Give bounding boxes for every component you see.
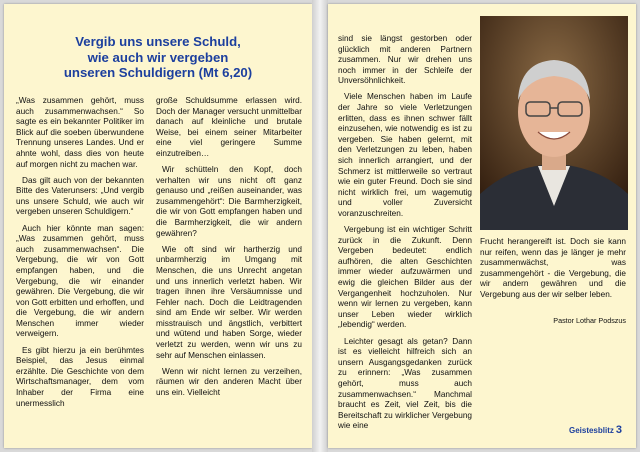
paragraph: Frucht herangereift ist. Doch sie kann nur reifen, wenn das je länger je mehr zusammenwächst, was zusammengehört - die Vergebung, die wir andern gewähren und die Vergebung aus der wir selber leben.	[480, 237, 626, 299]
page-number: 3	[615, 424, 622, 436]
paragraph: „Was zusammen gehört, muss auch zusammenwachsen.“ So sagte es ein bekannter Politiker im Blick auf die soeben überwundene Trennung unseres Landes. Und er ahnte wohl, dass dies von heute auf morgen nicht zu machen war.	[16, 96, 144, 169]
right-column-2	[480, 237, 626, 306]
portrait-photo-icon	[480, 16, 628, 230]
paragraph: Leichter gesagt als getan? Dann ist es vielleicht hilfreich sich an unsern Ausgangsgedanken zurück zu erinnern: „Was zusammen gehört, muss auch zusammenwachsen.“ Manchmal braucht es Zeit, viel Zeit, bis die Bereitschaft zu wirklicher Vergebung wie eine	[338, 336, 472, 431]
paragraph: Wie oft sind wir hartherzig und unbarmherzig im Umgang mit Menschen, die uns Unrecht angetan und uns innerlich verletzt haben. Wir tragen ihnen ihre Versäumnisse und Fehler nach. Doch die Leidtragenden sind am Ende wir selber. Wir werden misstrauisch und ängstlich, verbittert und wütend und haben Sorge, wieder verletzt zu werden, wenn wir uns zu sehr auf Menschen einlassen.	[156, 244, 302, 360]
paragraph: Wenn wir nicht lernen zu verzeihen, räumen wir den anderen Macht über uns ein. Vielleicht	[156, 366, 302, 397]
article-title	[14, 34, 302, 81]
page-footer	[569, 424, 622, 436]
paragraph: sind sie längst gestorben oder glücklich mit anderen Partnern zusammen. Nur wir drehen uns noch immer in der Schleife der Unversöhnlichkeit.	[338, 34, 472, 86]
paragraph: große Schuldsumme erlassen wird. Doch der Manager versucht unmittelbar danach auf kleinliche und brutale Weise, bei einem seiner Mitarbeiter eine viel geringere Summe einzutreiben…	[156, 96, 302, 158]
right-column-1	[338, 34, 472, 437]
title-line-2: wie auch wir vergeben	[87, 49, 229, 65]
left-page	[4, 4, 312, 448]
paragraph: Wir schütteln den Kopf, doch verhalten wir uns nicht oft ganz genauso und „reißen auseinander, was zusammengehört“: Die Barmherzigkeit, die wir von Gott empfangen haben und die Barmherzigkeit, die wir andern gewähren?	[156, 165, 302, 238]
book-spine	[312, 0, 328, 452]
paragraph: Es gibt hierzu ja ein berühmtes Beispiel, das Jesus einmal erzählte. Die Geschichte von dem Wirtschaftsmanager, dem vom Inhaber der Firma eine unermesslich	[16, 345, 144, 408]
paragraph: Das gilt auch von der bekannten Bitte des Vaterunsers: „Und vergib uns unsere Schuld, wie auch wir vergeben unseren Schuldigern.“	[16, 175, 144, 217]
left-column-2	[156, 96, 302, 404]
author-signature: Pastor Lothar Podszus	[553, 316, 626, 325]
title-line-1: Vergib uns unsere Schuld,	[75, 34, 241, 49]
paragraph: Auch hier könnte man sagen: „Was zusammen gehört, muss auch zusammenwachsen“. Die Vergebung, die wir von Gott empfangen haben, und die Vergebung, die wir einander gewähren. Die Vergebung, die wir von Gott erbitten und erhoffen, und die Vergebung, die wir andern Menschen immer wieder verweigern.	[16, 223, 144, 339]
paragraph: Viele Menschen haben im Laufe der Jahre so viele Verletzungen erlitten, dass es ihnen schwer fällt einzusehen, wie notwendig es ist zu vergeben. Sie haben gelernt, mit den Verletzungen zu leben, haben sich innerlich arrangiert, und der Schmerz ist mittlerweile so vertraut wie ein guter Freund. Doch sie sind nicht wirklich frei, um wagemutig und voller Zuversicht voranzuschreiten.	[338, 92, 472, 218]
title-line-3: unseren Schuldigern (Mt 6,20)	[63, 65, 253, 80]
right-page	[328, 4, 636, 448]
portrait-photo	[480, 16, 628, 230]
left-column-1	[16, 96, 144, 415]
magazine-name: Geistesblitz	[568, 426, 614, 435]
paragraph: Vergebung ist ein wichtiger Schritt zurück in die Zukunft. Denn Vergeben bedeutet: endlich aufhören, die alten Geschichten immer wieder aufzuwärmen und ewig die gleichen Bilder aus der Vergangenheit hochzuholen. Nur wenn wir lernen zu vergeben, kann unser Leben wieder wirklich „lebendig“ werden.	[338, 225, 472, 330]
